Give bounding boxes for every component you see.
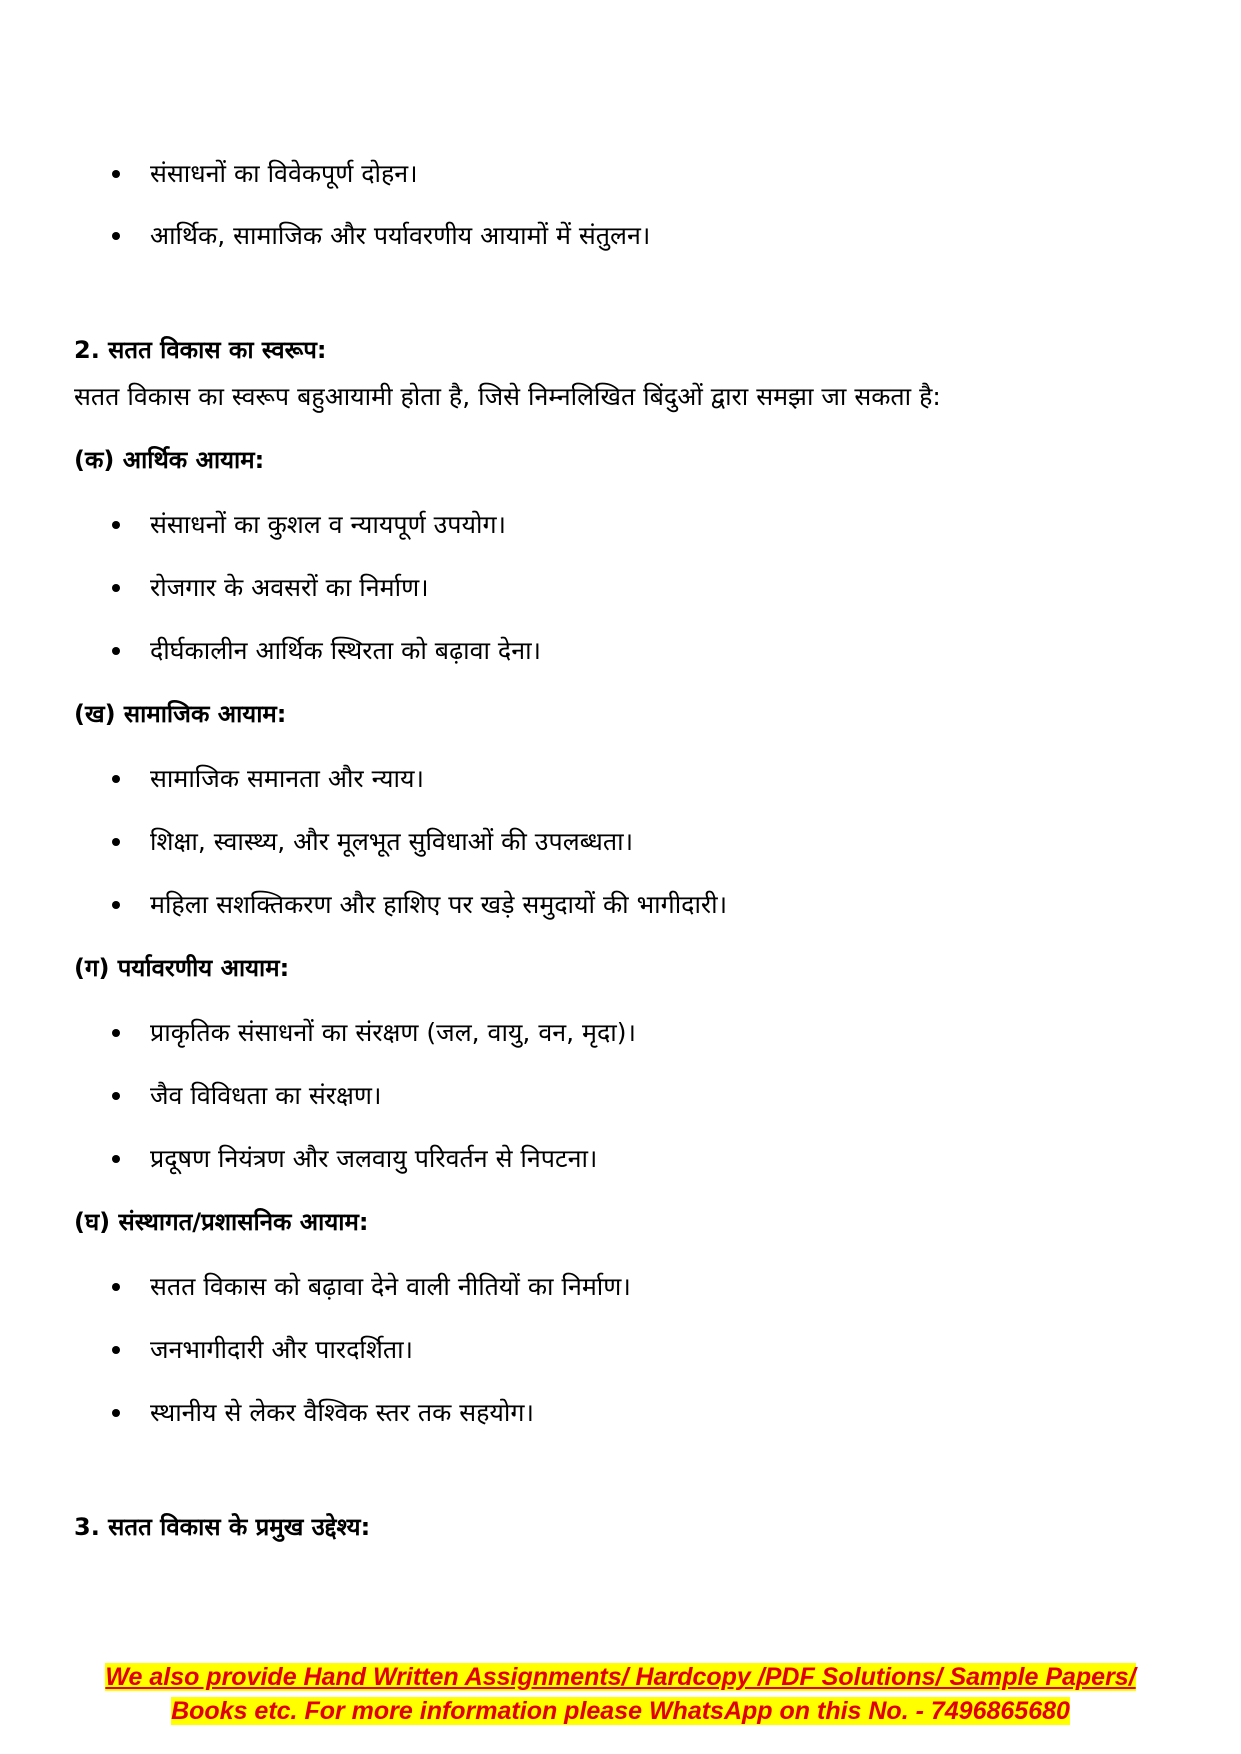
bullet-icon — [112, 232, 120, 240]
subsection-heading: (घ) संस्थागत/प्रशासनिक आयाम: — [74, 1208, 369, 1236]
list-item-text: महिला सशक्तिकरण और हाशिए पर खड़े समुदायों की भागीदारी। — [150, 890, 728, 919]
list-item-text: जनभागीदारी और पारदर्शिता। — [150, 1335, 414, 1364]
subsection-heading: (ख) सामाजिक आयाम: — [74, 700, 287, 728]
bullet-icon — [112, 838, 120, 846]
bullet-icon — [112, 775, 120, 783]
bullet-icon — [112, 1092, 120, 1100]
list-item-text: शिक्षा, स्वास्थ्य, और मूलभूत सुविधाओं की उपलब्धता। — [150, 827, 634, 856]
list-item — [112, 888, 727, 922]
bullet-icon — [112, 170, 120, 178]
list-item-text: प्राकृतिक संसाधनों का संरक्षण (जल, वायु, वन, मृदा)। — [150, 1018, 636, 1047]
list-item — [112, 157, 418, 191]
list-item-text: सामाजिक समानता और न्याय। — [150, 764, 424, 793]
list-item — [112, 634, 541, 668]
list-item — [112, 1396, 534, 1430]
list-item — [112, 508, 506, 542]
list-item — [112, 1270, 631, 1304]
list-item-text: सतत विकास को बढ़ावा देने वाली नीतियों का निर्माण। — [150, 1272, 631, 1301]
subsection-heading: (ग) पर्यावरणीय आयाम: — [74, 954, 290, 982]
list-item-text: दीर्घकालीन आर्थिक स्थिरता को बढ़ावा देना। — [150, 636, 542, 665]
list-item-text: संसाधनों का विवेकपूर्ण दोहन। — [150, 159, 418, 188]
list-item — [112, 825, 633, 859]
footer-promo — [0, 1660, 1241, 1728]
list-item-text: संसाधनों का कुशल व न्यायपूर्ण उपयोग। — [150, 510, 507, 539]
bullet-icon — [112, 584, 120, 592]
bullet-icon — [112, 1346, 120, 1354]
list-item — [112, 571, 429, 605]
bullet-icon — [112, 1283, 120, 1291]
list-item-text: स्थानीय से लेकर वैश्विक स्तर तक सहयोग। — [150, 1398, 534, 1427]
list-item — [112, 1142, 597, 1176]
list-item-text: रोजगार के अवसरों का निर्माण। — [150, 573, 429, 602]
bullet-icon — [112, 647, 120, 655]
list-item-text: जैव विविधता का संरक्षण। — [150, 1081, 382, 1110]
section-heading: 2. सतत विकास का स्वरूप: — [74, 336, 327, 364]
list-item — [112, 1016, 636, 1050]
footer-line-1: We also provide Hand Written Assignments/ Hardcopy /PDF Solutions/ Sample Papers/ — [105, 1663, 1136, 1691]
footer-line-2: Books etc. For more information please WhatsApp on this No. - 7496865680 — [171, 1697, 1070, 1725]
section-heading: 3. सतत विकास के प्रमुख उद्देश्य: — [74, 1513, 371, 1541]
subsection-heading: (क) आर्थिक आयाम: — [74, 446, 265, 474]
section-intro: सतत विकास का स्वरूप बहुआयामी होता है, जिसे निम्नलिखित बिंदुओं द्वारा समझा जा सकता है: — [74, 382, 941, 411]
bullet-icon — [112, 1409, 120, 1417]
bullet-icon — [112, 521, 120, 529]
list-item-text: आर्थिक, सामाजिक और पर्यावरणीय आयामों में संतुलन। — [150, 221, 651, 250]
bullet-icon — [112, 901, 120, 909]
list-item — [112, 762, 424, 796]
list-item-text: प्रदूषण नियंत्रण और जलवायु परिवर्तन से निपटना। — [150, 1144, 598, 1173]
list-item — [112, 1079, 381, 1113]
bullet-icon — [112, 1155, 120, 1163]
list-item — [112, 219, 650, 253]
bullet-icon — [112, 1029, 120, 1037]
list-item — [112, 1333, 413, 1367]
